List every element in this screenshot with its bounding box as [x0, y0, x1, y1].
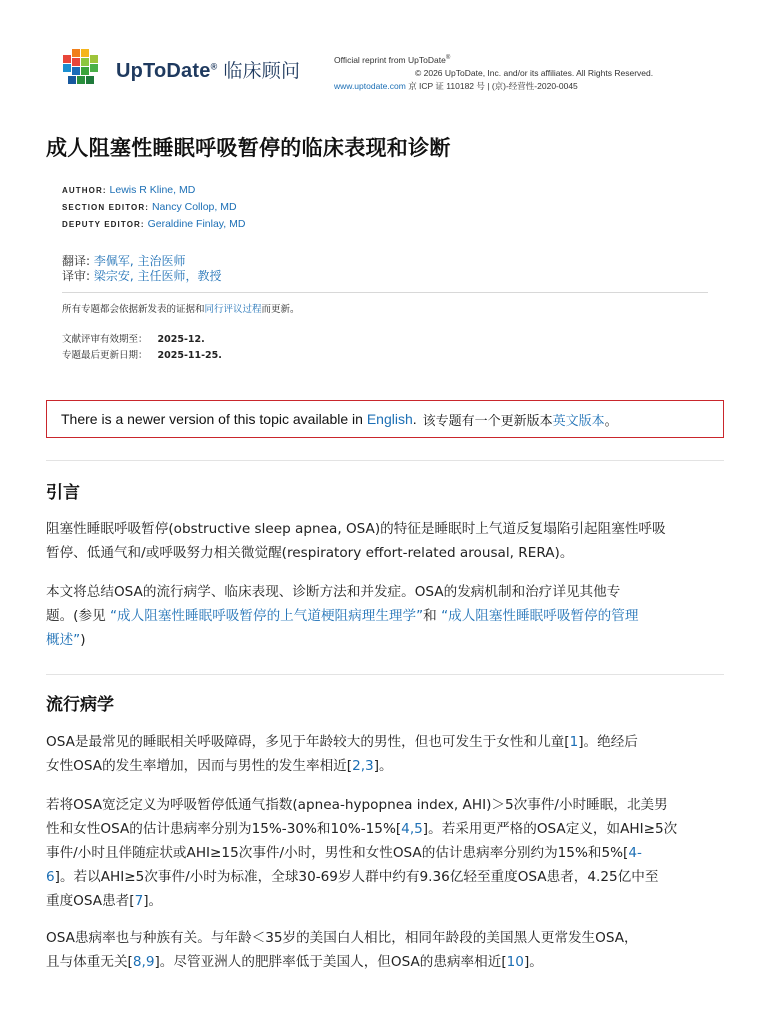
newer-version-banner: [46, 400, 724, 438]
text-fragment: 且与体重无关[: [46, 954, 133, 970]
text-fragment: ]。若以AHI≥5次事件/小时为标准，全球30-69岁人群中约有9.36亿轻至重度OSA患者，4.25亿中至: [54, 869, 659, 885]
newer-version-cn-text: 该专题有一个更新版本: [422, 413, 553, 429]
divider: [46, 674, 724, 675]
brand-registered: ®: [210, 61, 218, 72]
deputy-editor-role: DEPUTY EDITOR:: [62, 220, 145, 229]
divider: [46, 460, 724, 461]
text-fragment: 性和女性OSA的估计患病率分别为15%-30%和10%-15%[: [46, 821, 402, 837]
text-line: 本文将总结OSA的流行病学、临床表现、诊断方法和并发症。OSA的发病机制和治疗详见其他专: [46, 584, 621, 600]
reference-link[interactable]: 8,9: [132, 954, 155, 970]
translator-label: 翻译:: [62, 254, 94, 268]
text-line: 暂停、低通气和/或呼吸努力相关微觉醒(respiratory effort-related arousal, RERA)。: [46, 545, 574, 561]
updated-date-value: 2025-11-25.: [157, 350, 222, 361]
pathophysiology-topic-link[interactable]: “成人阻塞性睡眠呼吸暂停的上气道梗阻病理生理学”: [110, 608, 424, 624]
section-editor-role: SECTION EDITOR:: [62, 203, 150, 212]
brand-text: UpToDate: [116, 60, 211, 82]
intro-heading: 引言: [46, 483, 80, 503]
text-fragment: ]。: [523, 954, 543, 970]
management-topic-link-cont[interactable]: 概述”: [46, 632, 81, 648]
text-line: 阻塞性睡眠呼吸暂停(obstructive sleep apnea, OSA)的特征是睡眠时上气道反复塌陷引起阻塞性呼吸: [46, 521, 666, 537]
newer-version-text: There is a newer version of this topic available in: [61, 411, 367, 427]
text-fragment: ): [80, 632, 86, 648]
epidemiology-heading: 流行病学: [46, 695, 114, 715]
text-fragment: OSA是最常见的睡眠相关呼吸障碍，多见于年龄较大的男性，但也可发生于女性和儿童[: [46, 734, 570, 750]
brand-name: [116, 56, 300, 83]
section-editor-link[interactable]: Nancy Collop, MD: [151, 201, 237, 213]
reference-link[interactable]: 1: [569, 734, 579, 750]
newer-version-cn-end: 。: [604, 413, 618, 429]
newer-version-period: .: [412, 411, 417, 427]
intro-paragraph-2: [46, 580, 726, 652]
reprint-registered: ®: [445, 55, 451, 61]
page-header: [60, 46, 720, 94]
text-fragment: ]。若采用更严格的OSA定义，如AHI≥5次: [422, 821, 678, 837]
reference-link[interactable]: 4-: [628, 845, 642, 861]
author-role: AUTHOR:: [62, 186, 107, 195]
reference-link[interactable]: 10: [506, 954, 524, 970]
brand-cn-text: 临床顾问: [223, 61, 301, 82]
reviewer-link[interactable]: 梁宗安, 主任医师，教授: [93, 269, 222, 283]
english-version-link[interactable]: English: [366, 411, 413, 427]
reference-link[interactable]: 4,5: [401, 821, 423, 837]
updated-date-label: 专题最后更新日期：: [62, 350, 148, 361]
text-fragment: 事件/小时且伴随症状或AHI≥15次事件/小时，男性和女性OSA的估计患病率分别约为15%和5%[: [46, 845, 629, 861]
text-fragment: ]。绝经后: [578, 734, 638, 750]
management-topic-link[interactable]: “成人阻塞性睡眠呼吸暂停的管理: [441, 608, 639, 624]
epidemiology-paragraph-2: [46, 793, 726, 913]
text-fragment: 和: [423, 608, 442, 624]
reprint-label: Official reprint from UpToDate: [334, 54, 446, 65]
epidemiology-paragraph-3: [46, 926, 726, 974]
english-version-cn-link[interactable]: 英文版本: [552, 413, 605, 429]
review-date-value: 2025-12.: [157, 334, 205, 345]
update-note-end: 而更新。: [261, 304, 300, 315]
update-note: [62, 301, 300, 315]
text-fragment: ]。: [373, 758, 393, 774]
reprint-copyright: © 2026 UpToDate, Inc. and/or its affiliates. All Rights Reserved.: [415, 67, 654, 78]
author-block: [62, 182, 245, 233]
divider: [62, 292, 708, 293]
text-fragment: 重度OSA患者[: [46, 893, 135, 909]
text-fragment: 题。(参见: [46, 608, 110, 624]
reference-link[interactable]: 7: [134, 893, 144, 909]
reviewer-label: 译审:: [62, 269, 94, 283]
update-note-text: 所有专题都会依据新发表的证据和: [62, 304, 205, 315]
review-date-label: 文献评审有效期至：: [62, 334, 148, 345]
uptodate-logo-icon: [60, 46, 102, 88]
translator-link[interactable]: 李佩军, 主治医师: [93, 254, 186, 268]
translator-block: [62, 254, 222, 284]
text-fragment: 女性OSA的发生率增加，因而与男性的发生率相近[: [46, 758, 353, 774]
author-link[interactable]: Lewis R Kline, MD: [109, 184, 196, 196]
deputy-editor-link[interactable]: Geraldine Finlay, MD: [147, 218, 246, 230]
intro-paragraph-1: [46, 517, 726, 565]
epidemiology-paragraph-1: [46, 730, 726, 778]
reference-link[interactable]: 2,3: [352, 758, 374, 774]
text-fragment: ]。: [143, 893, 163, 909]
reference-link[interactable]: 6: [46, 869, 55, 885]
reprint-notice: [334, 52, 724, 93]
page-title: 成人阻塞性睡眠呼吸暂停的临床表现和诊断: [46, 136, 451, 160]
text-fragment: ]。尽管亚洲人的肥胖率低于美国人，但OSA的患病率相近[: [154, 954, 507, 970]
peer-review-link[interactable]: 同行评议过程: [204, 304, 262, 315]
uptodate-site-link[interactable]: www.uptodate.com: [334, 80, 406, 91]
topic-dates: [62, 332, 222, 364]
text-line: 若将OSA宽泛定义为呼吸暂停低通气指数(apnea-hypopnea index, AHI)＞5次事件/小时睡眠，北美男: [46, 797, 668, 813]
icp-license: 京 ICP 证 110182 号 | (京)-经营性-2020-0045: [405, 80, 578, 91]
text-line: OSA患病率也与种族有关。与年龄＜35岁的美国白人相比，相同年龄段的美国黑人更常发生OSA，: [46, 930, 638, 946]
